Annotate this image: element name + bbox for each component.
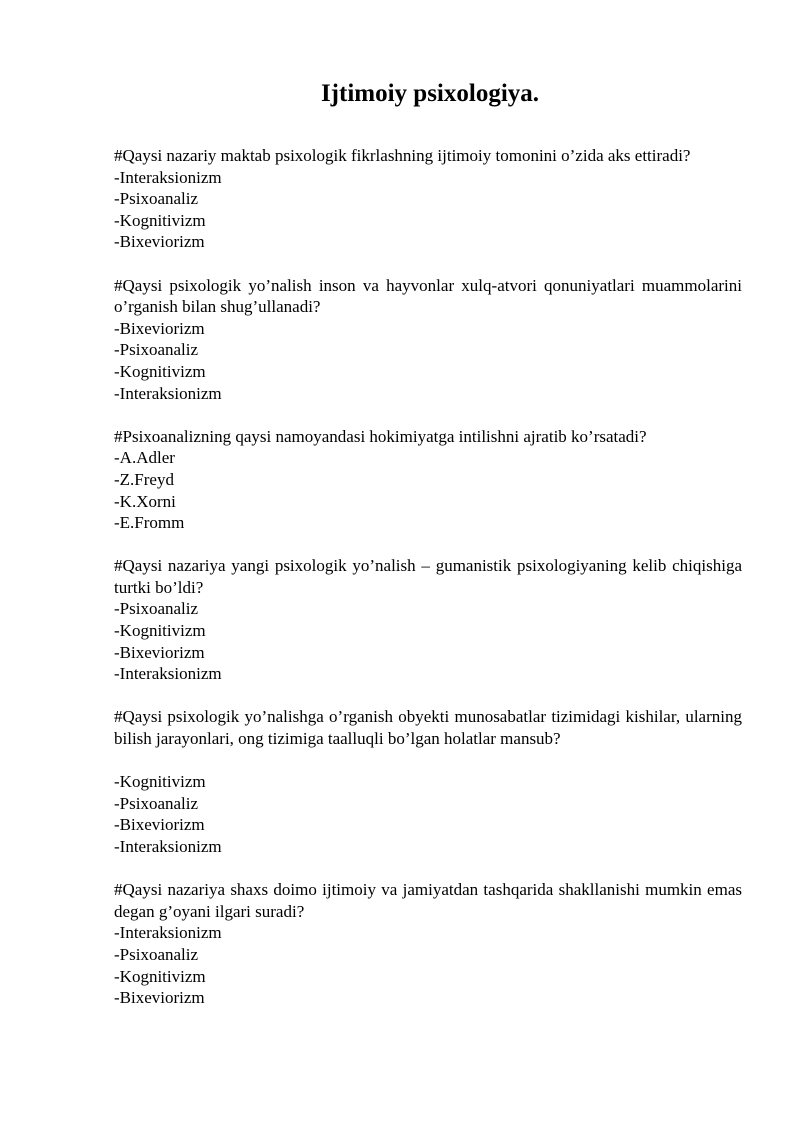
blank-line [114,253,742,275]
answer-option: -Kognitivizm [114,361,206,381]
answer-option: -K.Xorni [114,491,176,511]
question-text: #Qaysi nazariya yangi psixologik yo’nalish – gumanistik psixologiyaning kelib chiqishiga turtki bo’ldi? [114,556,742,597]
question-block-1 [114,145,742,253]
document-title: Ijtimoiy psixologiya. [320,80,540,107]
question-text: #Qaysi nazariya shaxs doimo ijtimoiy va jamiyatdan tashqarida shakllanishi mumkin emas degan g’oyani ilgari suradi? [114,880,742,921]
answer-option: -Interaksionizm [114,383,222,403]
question-text: #Qaysi psixologik yo’nalishga o’rganish obyekti munosabatlar tizimidagi kishilar, ularning bilish jarayonlari, ong tizimiga taalluqli bo’lgan holatlar mansub? [114,707,742,749]
answer-option: -Bixeviorizm [114,988,205,1008]
answer-option: -Interaksionizm [114,167,222,187]
answer-options [114,922,742,1008]
answer-option: -A.Adler [114,448,175,468]
answer-option: -Psixoanaliz [114,944,199,964]
answer-option: -Psixoanaliz [114,189,199,209]
answer-option: -Interaksionizm [114,837,222,856]
answer-option: -Bixeviorizm [114,642,205,662]
question-block-3 [114,426,742,534]
blank-line [114,685,742,707]
answer-option: -Kognitivizm [114,621,206,641]
answer-option: -Bixeviorizm [114,815,205,835]
blank-line [114,858,742,880]
answer-options [114,598,742,684]
answer-option: -Interaksionizm [114,664,222,684]
blank-line [114,404,742,426]
question-block-2 [114,275,742,405]
document-body [114,145,742,1009]
answer-option: -Bixeviorizm [114,318,205,338]
answer-option: -Bixeviorizm [114,232,205,252]
answer-options [114,167,742,253]
question-block-4 [114,555,742,685]
answer-option: -E.Fromm [114,513,185,533]
question-text: #Psixoanalizning qaysi namoyandasi hokimiyatga intilishni ajratib ko’rsatadi? [114,426,647,446]
answer-options [114,318,742,404]
answer-option: -Psixoanaliz [114,340,199,360]
answer-options [114,447,742,533]
answer-option: -Kognitivizm [114,210,206,230]
question-text: #Qaysi nazariy maktab psixologik fikrlashning ijtimoiy tomonini o’zida aks ettiradi? [114,146,691,165]
answer-option: -Interaksionizm [114,923,222,943]
answer-option: -Psixoanaliz [114,793,199,813]
blank-line [114,750,742,772]
answer-option: -Kognitivizm [114,772,206,792]
question-text: #Qaysi psixologik yo’nalish inson va hayvonlar xulq-atvori qonuniyatlari muammolarini o’rganish bilan shug’ullanadi? [114,275,742,317]
answer-options [114,771,742,857]
answer-option: -Kognitivizm [114,966,206,986]
question-block-6 [114,879,742,1009]
question-block-5 [114,706,742,857]
answer-option: -Psixoanaliz [114,599,199,619]
blank-line [114,534,742,556]
answer-option: -Z.Freyd [114,469,174,489]
